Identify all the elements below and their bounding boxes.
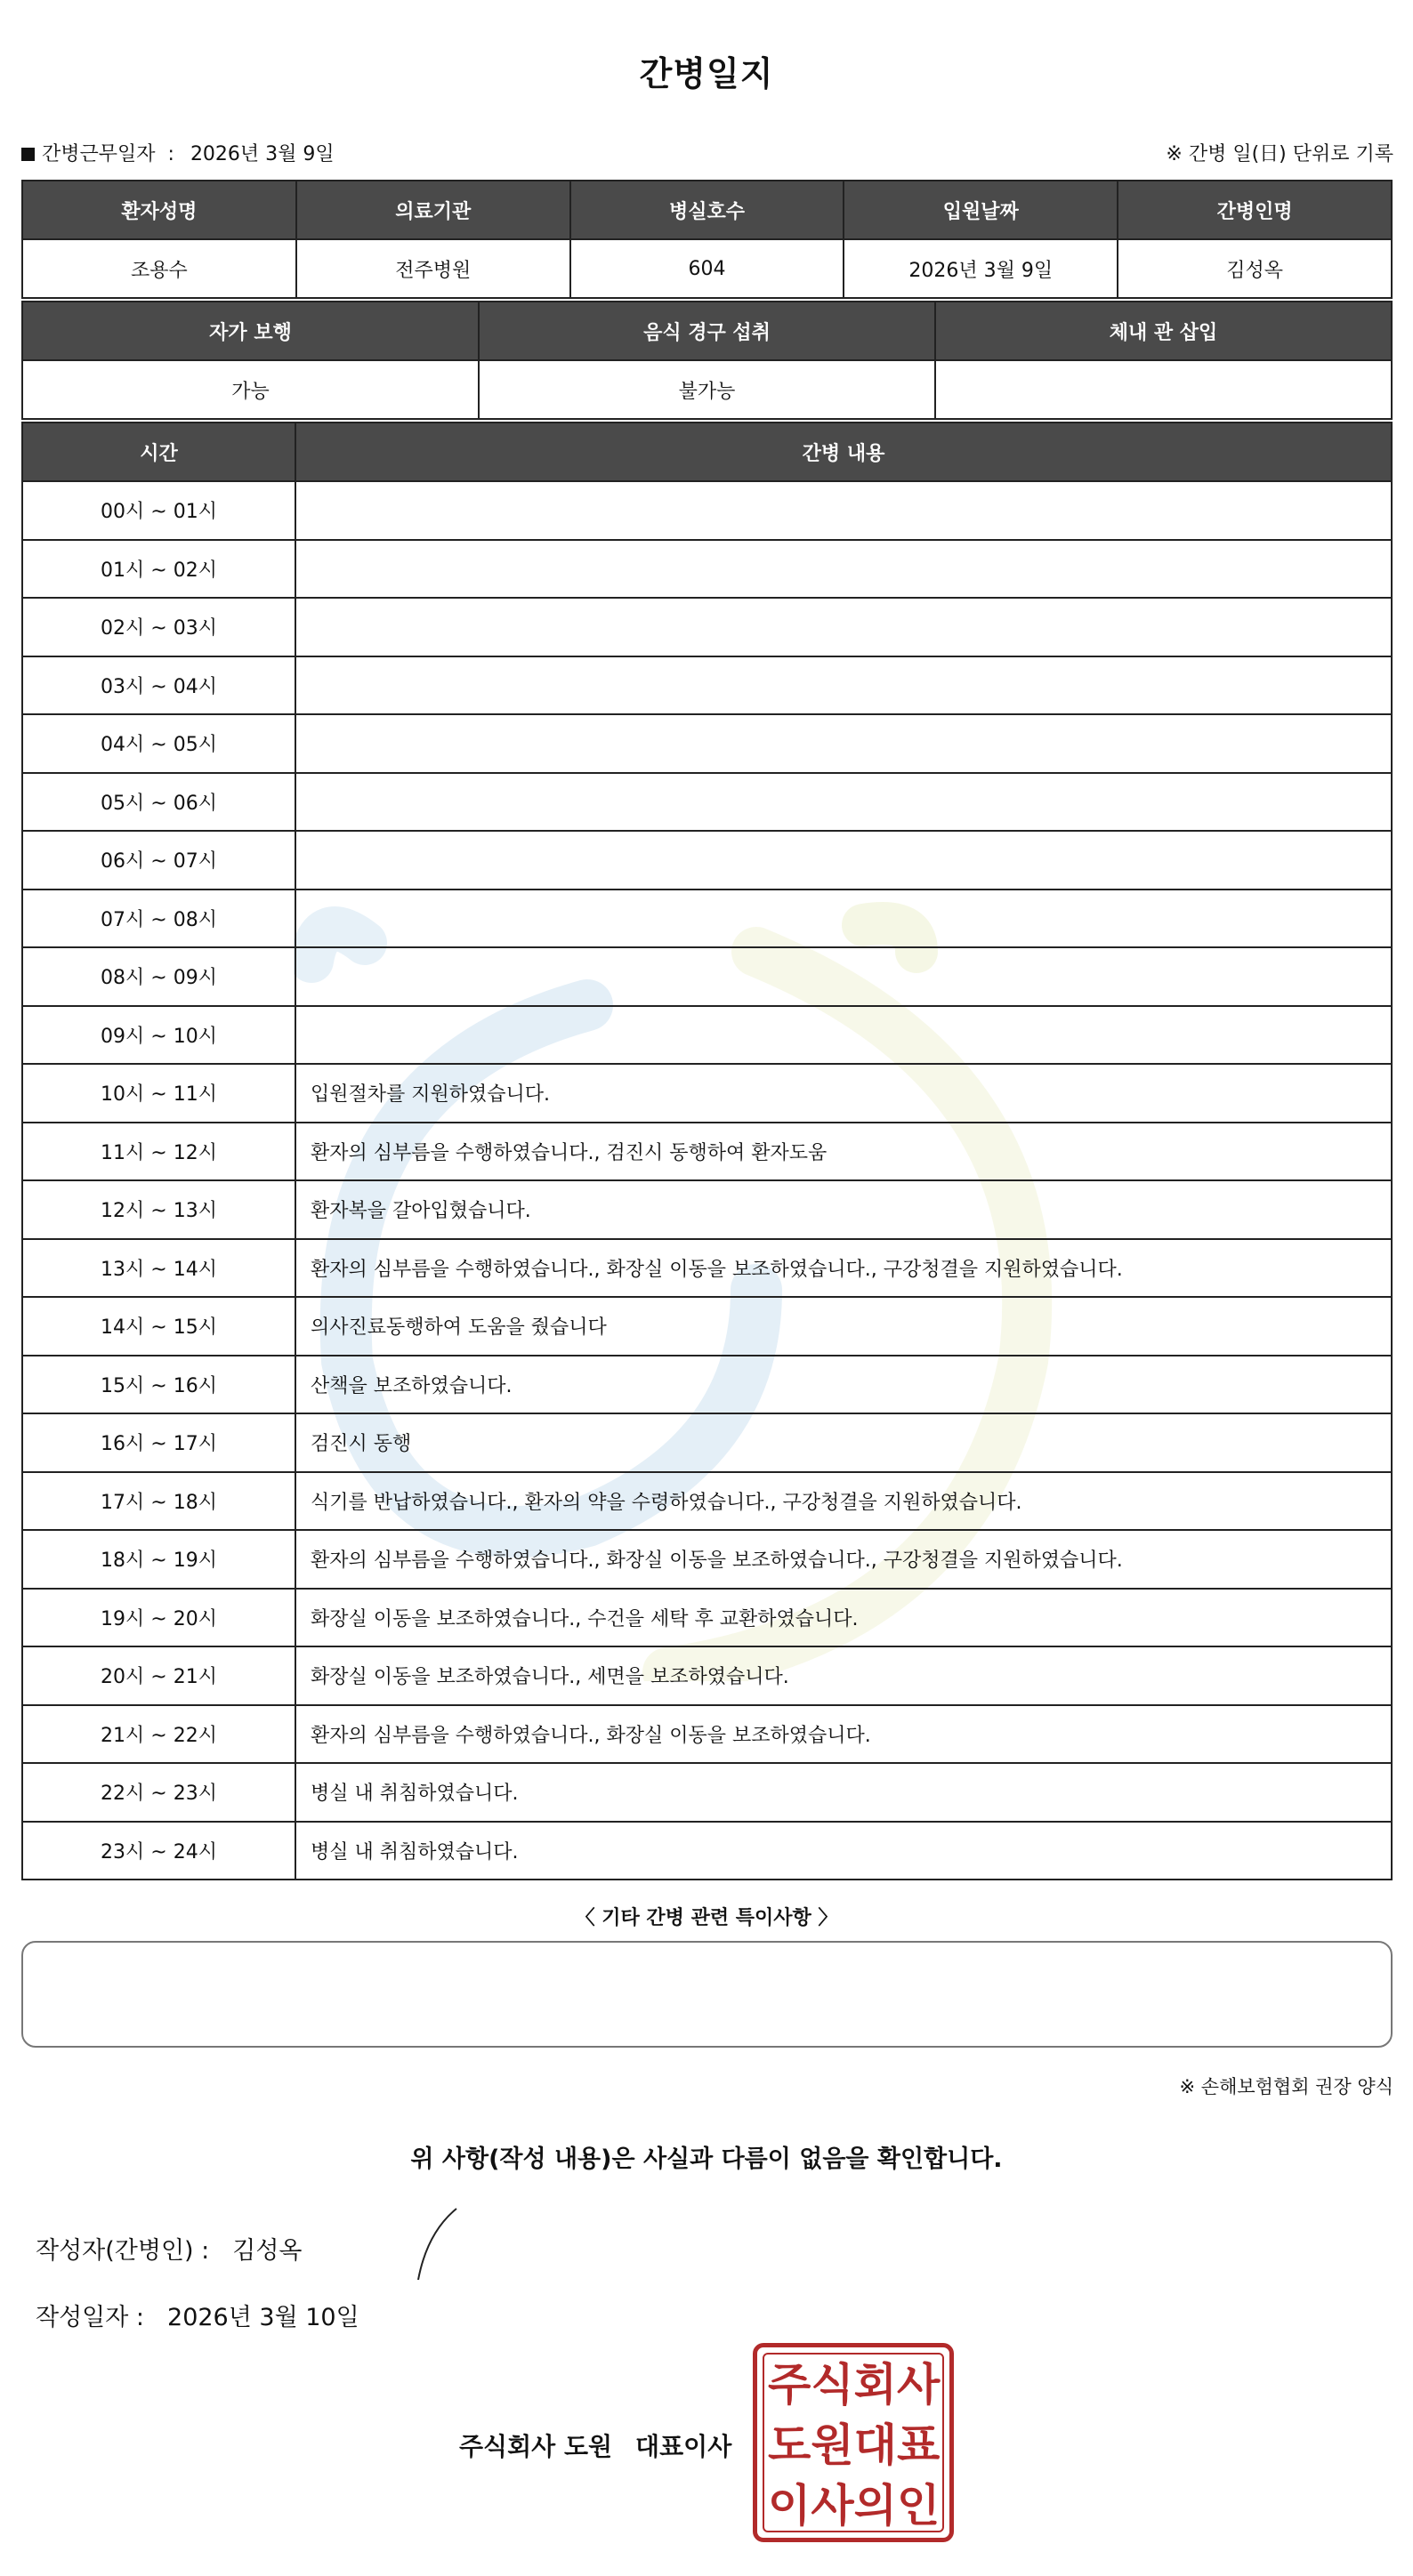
header-hospital: 의료기관 bbox=[296, 181, 570, 239]
care-content: 병실 내 취침하였습니다. bbox=[295, 1822, 1392, 1880]
written-date-line bbox=[36, 2298, 359, 2332]
work-date-label: 간병근무일자 bbox=[42, 143, 156, 165]
status-header-row bbox=[22, 302, 1392, 360]
confirmation-statement: 위 사항(작성 내용)은 사실과 다름이 없음을 확인합니다. bbox=[410, 2145, 1003, 2173]
time-slot: 02시 ~ 03시 bbox=[22, 598, 295, 656]
care-log-body bbox=[22, 481, 1392, 1880]
time-slot: 06시 ~ 07시 bbox=[22, 831, 295, 890]
notes-title: 〈 기타 간병 관련 특이사항 〉 bbox=[575, 1907, 838, 1929]
time-slot: 13시 ~ 14시 bbox=[22, 1239, 295, 1298]
time-slot: 03시 ~ 04시 bbox=[22, 656, 295, 715]
table-row bbox=[22, 714, 1392, 773]
header-time: 시간 bbox=[22, 423, 295, 481]
header-care-content: 간병 내용 bbox=[295, 423, 1392, 481]
table-row bbox=[22, 1123, 1392, 1181]
table-row bbox=[22, 540, 1392, 599]
care-content: 산책을 보조하였습니다. bbox=[295, 1356, 1392, 1414]
time-slot: 09시 ~ 10시 bbox=[22, 1006, 295, 1065]
work-date-value: 2026년 3월 9일 bbox=[190, 143, 335, 165]
patient-info-table bbox=[21, 180, 1393, 299]
table-row bbox=[22, 1239, 1392, 1298]
work-date-line bbox=[21, 139, 335, 166]
table-row bbox=[22, 1064, 1392, 1123]
table-row bbox=[22, 1472, 1392, 1531]
time-slot: 00시 ~ 01시 bbox=[22, 481, 295, 540]
table-row bbox=[22, 1589, 1392, 1647]
care-content: 환자의 심부름을 수행하였습니다., 검진시 동행하여 환자도움 bbox=[295, 1123, 1392, 1181]
care-content bbox=[295, 598, 1392, 656]
table-row bbox=[22, 890, 1392, 948]
table-row bbox=[22, 1413, 1392, 1472]
table-row bbox=[22, 1297, 1392, 1356]
care-content bbox=[295, 890, 1392, 948]
table-row bbox=[22, 947, 1392, 1006]
time-slot: 10시 ~ 11시 bbox=[22, 1064, 295, 1123]
table-row bbox=[22, 1822, 1392, 1880]
writer-line bbox=[36, 2231, 303, 2266]
time-slot: 15시 ~ 16시 bbox=[22, 1356, 295, 1414]
table-row bbox=[22, 773, 1392, 832]
care-log-header-row bbox=[22, 423, 1392, 481]
caregiver-name: 김성옥 bbox=[1118, 239, 1392, 298]
time-slot: 14시 ~ 15시 bbox=[22, 1297, 295, 1356]
company-line bbox=[459, 2427, 731, 2463]
time-slot: 12시 ~ 13시 bbox=[22, 1180, 295, 1239]
care-content bbox=[295, 481, 1392, 540]
written-date-value: 2026년 3월 10일 bbox=[167, 2304, 359, 2331]
care-content: 병실 내 취침하였습니다. bbox=[295, 1763, 1392, 1822]
time-slot: 21시 ~ 22시 bbox=[22, 1705, 295, 1764]
time-slot: 11시 ~ 12시 bbox=[22, 1123, 295, 1181]
time-slot: 20시 ~ 21시 bbox=[22, 1646, 295, 1705]
care-content bbox=[295, 540, 1392, 599]
time-slot: 23시 ~ 24시 bbox=[22, 1822, 295, 1880]
room-number: 604 bbox=[570, 239, 844, 298]
care-content: 입원절차를 지원하였습니다. bbox=[295, 1064, 1392, 1123]
square-bullet-icon bbox=[21, 148, 35, 161]
time-slot: 17시 ~ 18시 bbox=[22, 1472, 295, 1531]
written-date-label: 작성일자 : bbox=[36, 2304, 145, 2331]
seal-row-1: 주 식 회 사 bbox=[768, 2359, 941, 2411]
care-content bbox=[295, 947, 1392, 1006]
time-slot: 16시 ~ 17시 bbox=[22, 1413, 295, 1472]
care-content: 화장실 이동을 보조하였습니다., 세면을 보조하였습니다. bbox=[295, 1646, 1392, 1705]
hospital-name: 전주병원 bbox=[296, 239, 570, 298]
header-oral-intake: 음식 경구 섭취 bbox=[479, 302, 935, 360]
self-walking-value: 가능 bbox=[22, 360, 479, 419]
table-row bbox=[22, 1763, 1392, 1822]
patient-status-table bbox=[21, 301, 1393, 420]
table-row bbox=[22, 481, 1392, 540]
care-content: 화장실 이동을 보조하였습니다., 수건을 세탁 후 교환하였습니다. bbox=[295, 1589, 1392, 1647]
header-patient-name: 환자성명 bbox=[22, 181, 296, 239]
time-slot: 05시 ~ 06시 bbox=[22, 773, 295, 832]
time-slot: 19시 ~ 20시 bbox=[22, 1589, 295, 1647]
patient-info-header-row bbox=[22, 181, 1392, 239]
care-content bbox=[295, 773, 1392, 832]
header-caregiver-name: 간병인명 bbox=[1118, 181, 1392, 239]
tube-insertion-value bbox=[935, 360, 1392, 419]
document-title: 간병일지 bbox=[639, 54, 774, 93]
company-seal-stamp bbox=[753, 2343, 954, 2542]
care-content: 환자복을 갈아입혔습니다. bbox=[295, 1180, 1392, 1239]
admission-date: 2026년 3월 9일 bbox=[844, 239, 1118, 298]
time-slot: 01시 ~ 02시 bbox=[22, 540, 295, 599]
table-row bbox=[22, 1646, 1392, 1705]
care-content: 환자의 심부름을 수행하였습니다., 화장실 이동을 보조하였습니다. bbox=[295, 1705, 1392, 1764]
seal-row-2: 도 원 대 표 bbox=[768, 2419, 941, 2471]
table-row bbox=[22, 1530, 1392, 1589]
table-row bbox=[22, 598, 1392, 656]
time-slot: 04시 ~ 05시 bbox=[22, 714, 295, 773]
table-row bbox=[22, 1180, 1392, 1239]
table-row bbox=[22, 1356, 1392, 1414]
table-row bbox=[22, 656, 1392, 715]
table-row bbox=[22, 1006, 1392, 1065]
care-log-table bbox=[21, 422, 1393, 1880]
time-slot: 08시 ~ 09시 bbox=[22, 947, 295, 1006]
patient-name: 조용수 bbox=[22, 239, 296, 298]
seal-row-3: 이 사 의 인 bbox=[768, 2480, 941, 2532]
status-value-row bbox=[22, 360, 1392, 419]
header-room-number: 병실호수 bbox=[570, 181, 844, 239]
notes-box bbox=[21, 1941, 1393, 2048]
care-content: 식기를 반납하였습니다., 환자의 약을 수령하였습니다., 구강청결을 지원하였습니다. bbox=[295, 1472, 1392, 1531]
care-content: 환자의 심부름을 수행하였습니다., 화장실 이동을 보조하였습니다., 구강청결을 지원하였습니다. bbox=[295, 1530, 1392, 1589]
time-slot: 18시 ~ 19시 bbox=[22, 1530, 295, 1589]
care-content bbox=[295, 656, 1392, 715]
oral-intake-value: 불가능 bbox=[479, 360, 935, 419]
company-name: 주식회사 도원 bbox=[459, 2432, 613, 2461]
record-unit-note: ※ 간병 일(日) 단위로 기록 bbox=[1166, 143, 1393, 165]
association-note: ※ 손해보험협회 권장 양식 bbox=[1179, 2076, 1393, 2097]
header-admission-date: 입원날짜 bbox=[844, 181, 1118, 239]
care-content bbox=[295, 714, 1392, 773]
header-tube-insertion: 체내 관 삽입 bbox=[935, 302, 1392, 360]
care-content: 의사진료동행하여 도움을 줬습니다 bbox=[295, 1297, 1392, 1356]
table-row bbox=[22, 831, 1392, 890]
patient-info-value-row bbox=[22, 239, 1392, 298]
work-date-separator: : bbox=[167, 143, 174, 165]
time-slot: 22시 ~ 23시 bbox=[22, 1763, 295, 1822]
writer-label: 작성자(간병인) : bbox=[36, 2237, 210, 2265]
care-content: 환자의 심부름을 수행하였습니다., 화장실 이동을 보조하였습니다., 구강청결을 지원하였습니다. bbox=[295, 1239, 1392, 1298]
seal-inner-frame bbox=[763, 2353, 944, 2532]
table-row bbox=[22, 1705, 1392, 1764]
care-content: 검진시 동행 bbox=[295, 1413, 1392, 1472]
signature-stroke bbox=[408, 2204, 479, 2284]
header-self-walking: 자가 보행 bbox=[22, 302, 479, 360]
care-content bbox=[295, 1006, 1392, 1065]
writer-name: 김성옥 bbox=[232, 2237, 303, 2265]
company-representative: 대표이사 bbox=[635, 2432, 732, 2461]
time-slot: 07시 ~ 08시 bbox=[22, 890, 295, 948]
care-content bbox=[295, 831, 1392, 890]
